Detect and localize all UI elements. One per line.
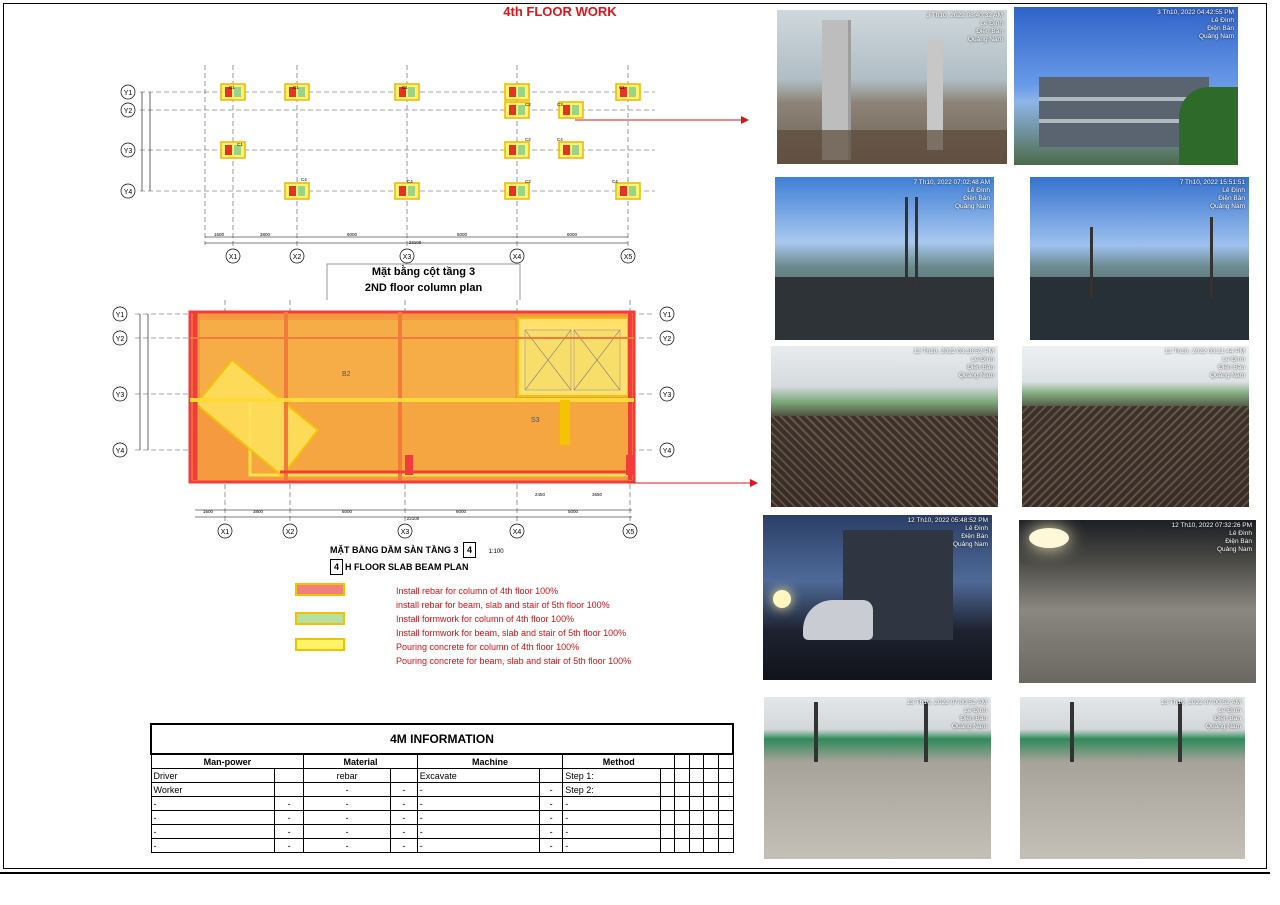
header-material: Material: [304, 754, 417, 769]
legend-swatch-formwork: [295, 612, 345, 625]
table-cell: -: [151, 797, 275, 811]
table-cell: [675, 783, 690, 797]
table-cell: -: [539, 783, 562, 797]
column-block: [559, 142, 583, 158]
photo-stamp: 3 Th10, 2022 04:42:55 PM Lê Đình Điện Bàn Quảng Nam: [1157, 9, 1234, 40]
legend-swatch-rebar: [295, 583, 345, 596]
svg-text:X2: X2: [285, 529, 295, 536]
svg-text:C4: C4: [301, 177, 307, 182]
column-block: [395, 183, 419, 199]
table-cell: -: [563, 811, 661, 825]
table-cell: [390, 769, 417, 783]
svg-text:C1: C1: [402, 85, 408, 90]
header-machine: Machine: [417, 754, 563, 769]
svg-text:X4: X4: [512, 529, 522, 536]
table-cell: [689, 797, 704, 811]
slab-caption-box-a: 4: [463, 542, 476, 558]
svg-text:Y4: Y4: [662, 448, 672, 455]
table-row: [151, 811, 733, 825]
table-cell: [718, 811, 733, 825]
table-row: [151, 783, 733, 797]
table-row: [151, 769, 733, 783]
arrow-to-photos-2: [628, 475, 760, 489]
table-cell: -: [417, 783, 539, 797]
four-m-body: [151, 769, 733, 853]
header-manpower: Man-power: [151, 754, 304, 769]
table-cell: [689, 825, 704, 839]
site-photo-7: [763, 515, 992, 680]
table-cell: -: [304, 825, 391, 839]
svg-text:Y2: Y2: [662, 336, 672, 343]
col-x3-label: X3: [402, 254, 412, 261]
table-cell: -: [390, 825, 417, 839]
svg-text:Y3: Y3: [115, 392, 125, 399]
svg-text:2450: 2450: [534, 492, 546, 497]
table-cell: [718, 839, 733, 853]
column-block: [285, 183, 309, 199]
table-cell: -: [275, 839, 304, 853]
svg-text:1600: 1600: [213, 232, 225, 237]
page-title: 4th FLOOR WORK: [503, 4, 617, 19]
slab-caption-box-b: 4: [330, 559, 343, 575]
svg-text:3800: 3800: [252, 509, 264, 514]
table-cell: -: [563, 797, 661, 811]
column-plan-x-axis: [226, 249, 635, 263]
photo-stamp: 12 Th10, 2022 05:48:52 PM Lê Đình Điện Bàn Quảng Nam: [907, 517, 988, 548]
svg-text:3650: 3650: [591, 492, 603, 497]
slab-caption-line1: MẶT BẰNG DẦM SÀN TẦNG 3: [330, 545, 459, 555]
table-cell: -: [275, 811, 304, 825]
col-y4-label: Y4: [123, 189, 133, 196]
svg-text:Y1: Y1: [115, 312, 125, 319]
table-cell: [704, 769, 719, 783]
table-cell: [675, 839, 690, 853]
table-cell: -: [304, 783, 391, 797]
photo-stamp: 7 Th10, 2022 07:02:48 AM Lê Đình Điện Bàn Quảng Nam: [913, 179, 990, 210]
svg-text:Y4: Y4: [115, 448, 125, 455]
table-cell: [689, 783, 704, 797]
svg-text:22100: 22100: [406, 516, 420, 521]
legend-item: install rebar for beam, slab and stair of 5th floor 100%: [396, 600, 610, 610]
table-cell: -: [417, 811, 539, 825]
table-cell: Excavate: [417, 769, 539, 783]
table-cell: -: [390, 783, 417, 797]
site-photo-4: [1030, 177, 1249, 340]
table-cell: -: [417, 797, 539, 811]
table-cell: [675, 769, 690, 783]
svg-text:Y1: Y1: [662, 312, 672, 319]
svg-text:6000: 6000: [455, 509, 467, 514]
slab-fill: [190, 312, 634, 482]
svg-text:X1: X1: [220, 529, 230, 536]
table-cell: [539, 769, 562, 783]
table-cell: [660, 825, 675, 839]
svg-text:Y2: Y2: [115, 336, 125, 343]
table-cell: [660, 839, 675, 853]
col-x4-label: X4: [512, 254, 522, 261]
table-cell: -: [390, 797, 417, 811]
drawing-area: [0, 0, 770, 720]
table-cell: -: [563, 839, 661, 853]
table-cell: -: [539, 825, 562, 839]
column-plan-y-axis: [121, 85, 135, 198]
svg-text:X5: X5: [625, 529, 635, 536]
table-cell: [660, 769, 675, 783]
svg-text:23100: 23100: [408, 240, 422, 245]
svg-text:C1: C1: [293, 85, 299, 90]
site-photo-9: [764, 697, 991, 859]
svg-text:C4: C4: [407, 179, 413, 184]
slab-plan-x-axis: [218, 524, 637, 538]
col-y3-label: Y3: [123, 148, 133, 155]
svg-text:C1: C1: [619, 85, 625, 90]
slab-caption-scale: 1:100: [488, 549, 504, 555]
table-row: [151, 839, 733, 853]
table-cell: [275, 769, 304, 783]
table-cell: -: [417, 839, 539, 853]
table-cell: -: [304, 797, 391, 811]
col-x2-label: X2: [292, 254, 302, 261]
svg-text:3800: 3800: [259, 232, 271, 237]
table-cell: -: [417, 825, 539, 839]
svg-text:C3: C3: [557, 102, 563, 107]
column-plan-caption-en: 2ND floor column plan: [364, 282, 483, 294]
table-cell: [275, 783, 304, 797]
column-plan-caption: [326, 264, 521, 296]
photo-stamp: 12 Th10, 2022 03:18:52 PM Lê Đình Điện Bàn Quảng Nam: [913, 348, 994, 379]
site-photo-10: [1020, 697, 1245, 859]
table-cell: [704, 825, 719, 839]
table-cell: [704, 783, 719, 797]
svg-text:C1: C1: [237, 142, 243, 147]
table-row: [151, 825, 733, 839]
site-photo-3: [775, 177, 994, 340]
table-cell: -: [151, 839, 275, 853]
column-block: [505, 183, 529, 199]
svg-text:6000: 6000: [346, 232, 358, 237]
table-cell: -: [304, 811, 391, 825]
bottom-rule: [0, 872, 1270, 874]
table-cell: [660, 811, 675, 825]
legend-item: Install formwork for beam, slab and stair of 5th floor 100%: [396, 628, 627, 638]
svg-text:6000: 6000: [566, 232, 578, 237]
table-cell: -: [304, 839, 391, 853]
col-x5-label: X5: [623, 254, 633, 261]
site-photo-6: [1022, 346, 1249, 507]
table-cell: [660, 797, 675, 811]
table-cell: -: [151, 811, 275, 825]
table-cell: -: [563, 825, 661, 839]
photo-stamp: 7 Th10, 2022 15:51:51 Lê Đình Điện Bàn Quảng Nam: [1179, 179, 1245, 210]
svg-text:B2: B2: [342, 371, 351, 378]
table-cell: [718, 769, 733, 783]
svg-text:C2: C2: [525, 179, 531, 184]
table-cell: -: [275, 797, 304, 811]
column-block: [505, 142, 529, 158]
svg-text:X3: X3: [400, 529, 410, 536]
table-cell: [704, 797, 719, 811]
table-cell: -: [390, 811, 417, 825]
photo-stamp: 13 Th10, 2022 07:00:52 AM Lê Đình Điện Bàn Quảng Nam: [1160, 699, 1241, 730]
svg-text:5000: 5000: [567, 509, 579, 514]
columns: [221, 84, 640, 199]
table-cell: [689, 769, 704, 783]
slab-plan-dims: [203, 492, 603, 521]
table-cell: [718, 797, 733, 811]
col-y2-label: Y2: [123, 108, 133, 115]
table-row: [151, 797, 733, 811]
photo-stamp: 13 Th10, 2022 07:00:52 AM Lê Đình Điện Bàn Quảng Nam: [906, 699, 987, 730]
table-cell: [689, 839, 704, 853]
svg-text:C1: C1: [229, 85, 235, 90]
column-block: [616, 183, 640, 199]
table-cell: Step 1:: [563, 769, 661, 783]
svg-text:1600: 1600: [202, 509, 214, 514]
column-block: [505, 84, 529, 100]
table-cell: [718, 825, 733, 839]
arrow-to-photos-1: [575, 112, 750, 126]
svg-text:6000: 6000: [456, 232, 468, 237]
table-cell: [718, 783, 733, 797]
svg-text:C4: C4: [557, 137, 563, 142]
photo-stamp: 3 Th10, 2022 08:40:32 AM Lê Đình Điện Bàn Quảng Nam: [926, 12, 1003, 43]
table-cell: [704, 811, 719, 825]
legend-item: Pouring concrete for column of 4th floor 100%: [396, 642, 580, 652]
col-x1-label: X1: [228, 254, 238, 261]
table-cell: -: [275, 825, 304, 839]
table-cell: -: [151, 825, 275, 839]
table-cell: -: [539, 797, 562, 811]
svg-text:C2: C2: [525, 102, 531, 107]
legend-item: Install rebar for column of 4th floor 100%: [396, 586, 559, 596]
col-y1-label: Y1: [123, 90, 133, 97]
photo-stamp: 12 Th10, 2022 07:32:26 PM Lê Đình Điện Bàn Quảng Nam: [1171, 522, 1252, 553]
four-m-title: 4M INFORMATION: [151, 724, 733, 754]
table-cell: [660, 783, 675, 797]
table-cell: Step 2:: [563, 783, 661, 797]
table-cell: -: [539, 811, 562, 825]
table-cell: -: [539, 839, 562, 853]
table-cell: rebar: [304, 769, 391, 783]
site-photo-8: [1019, 520, 1256, 683]
legend-item: Pouring concrete for beam, slab and stair of 5th floor 100%: [396, 656, 632, 666]
svg-text:C2: C2: [525, 137, 531, 142]
four-m-table: [150, 723, 734, 853]
header-method: Method: [563, 754, 675, 769]
svg-text:C4: C4: [612, 179, 618, 184]
site-photo-2: [1014, 7, 1238, 165]
site-photo-1: [777, 10, 1007, 164]
slab-plan-caption: [330, 542, 504, 575]
table-cell: Driver: [151, 769, 275, 783]
table-cell: [675, 811, 690, 825]
column-plan-caption-vn: Mặt bằng cột tầng 3: [371, 266, 476, 278]
svg-text:Y3: Y3: [662, 392, 672, 399]
legend-swatch-concrete: [295, 638, 345, 651]
table-cell: [704, 839, 719, 853]
table-cell: -: [390, 839, 417, 853]
photo-stamp: 12 Th10, 2022 03:21:44 PM Lê Đình Điện Bàn Quảng Nam: [1164, 348, 1245, 379]
svg-text:S3: S3: [531, 417, 540, 424]
table-cell: [675, 797, 690, 811]
slab-caption-line2: H FLOOR SLAB BEAM PLAN: [345, 562, 469, 572]
legend-item: Install formwork for column of 4th floor 100%: [396, 614, 575, 624]
table-cell: Worker: [151, 783, 275, 797]
table-cell: [675, 825, 690, 839]
table-cell: [689, 811, 704, 825]
svg-text:6000: 6000: [341, 509, 353, 514]
site-photo-5: [771, 346, 998, 507]
